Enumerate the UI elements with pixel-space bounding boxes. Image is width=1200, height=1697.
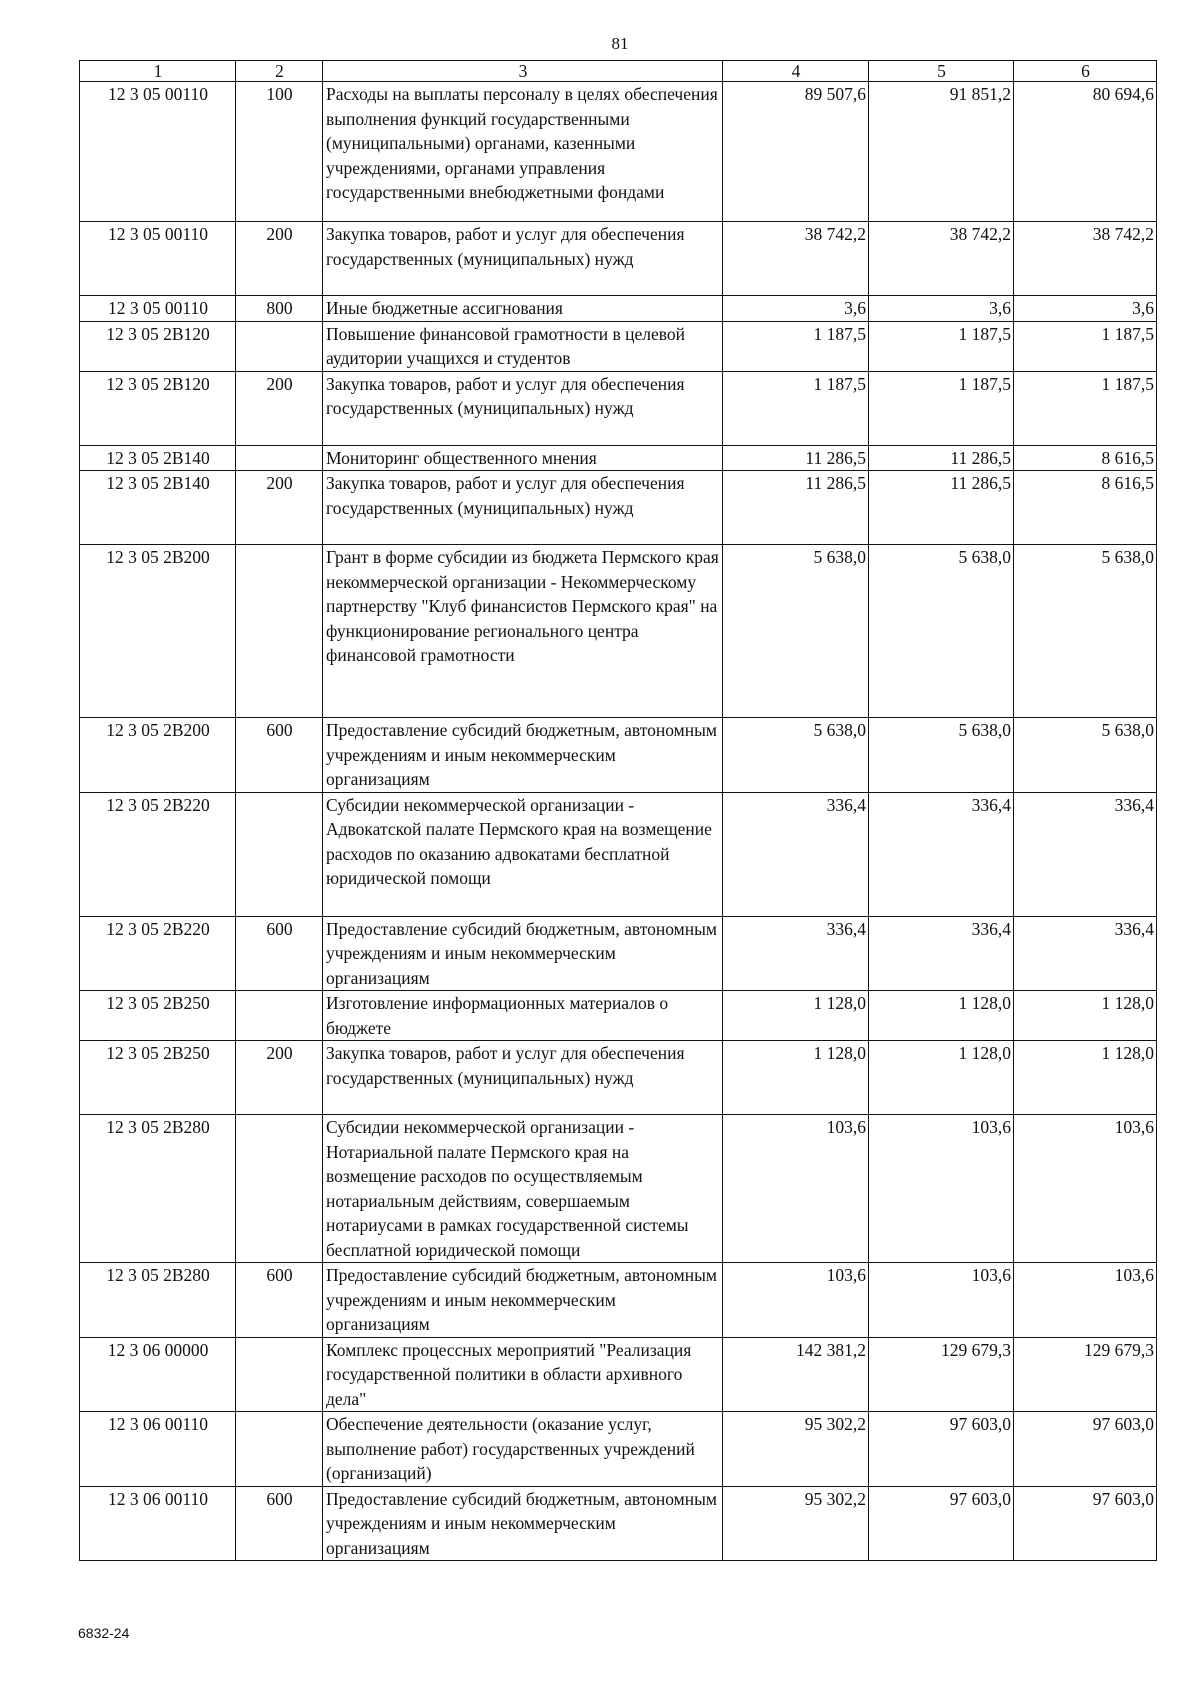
amount-cell-col5: 11 286,5 bbox=[869, 445, 1014, 471]
target-code-cell: 12 3 06 00000 bbox=[80, 1337, 236, 1412]
target-code-cell: 12 3 05 2В250 bbox=[80, 991, 236, 1041]
table-header-row bbox=[80, 61, 1157, 82]
table-row bbox=[80, 222, 1157, 296]
amount-cell-col6: 80 694,6 bbox=[1014, 82, 1157, 222]
expense-type-cell bbox=[236, 321, 323, 371]
amount-cell-col4: 336,4 bbox=[723, 792, 869, 916]
table-row bbox=[80, 82, 1157, 222]
amount-cell-col6: 1 187,5 bbox=[1014, 321, 1157, 371]
expense-type-cell bbox=[236, 792, 323, 916]
amount-cell-col4: 89 507,6 bbox=[723, 82, 869, 222]
item-name-cell: Предоставление субсидий бюджетным, автономным учреждениям и иным некоммерческим организациям bbox=[323, 718, 723, 793]
amount-cell-col6: 103,6 bbox=[1014, 1263, 1157, 1338]
target-code-cell: 12 3 05 2В220 bbox=[80, 916, 236, 991]
expense-type-cell bbox=[236, 1337, 323, 1412]
amount-cell-col6: 8 616,5 bbox=[1014, 445, 1157, 471]
target-code-cell: 12 3 05 00110 bbox=[80, 222, 236, 296]
table-row bbox=[80, 371, 1157, 445]
item-name-cell: Субсидии некоммерческой организации - Адвокатской палате Пермского края на возмещение расходов по оказанию адвокатами бесплатной юридической помощи bbox=[323, 792, 723, 916]
target-code-cell: 12 3 05 00110 bbox=[80, 82, 236, 222]
expense-type-cell: 200 bbox=[236, 222, 323, 296]
target-code-cell: 12 3 06 00110 bbox=[80, 1412, 236, 1487]
amount-cell-col4: 1 128,0 bbox=[723, 1041, 869, 1115]
amount-cell-col6: 5 638,0 bbox=[1014, 545, 1157, 718]
amount-cell-col4: 142 381,2 bbox=[723, 1337, 869, 1412]
amount-cell-col4: 103,6 bbox=[723, 1115, 869, 1263]
amount-cell-col4: 95 302,2 bbox=[723, 1412, 869, 1487]
amount-cell-col4: 1 128,0 bbox=[723, 991, 869, 1041]
item-name-cell: Закупка товаров, работ и услуг для обеспечения государственных (муниципальных) нужд bbox=[323, 371, 723, 445]
expense-type-cell bbox=[236, 445, 323, 471]
amount-cell-col6: 97 603,0 bbox=[1014, 1412, 1157, 1487]
amount-cell-col4: 95 302,2 bbox=[723, 1486, 869, 1561]
target-code-cell: 12 3 05 2В140 bbox=[80, 445, 236, 471]
amount-cell-col6: 129 679,3 bbox=[1014, 1337, 1157, 1412]
amount-cell-col6: 5 638,0 bbox=[1014, 718, 1157, 793]
column-header: 6 bbox=[1014, 61, 1157, 82]
amount-cell-col5: 97 603,0 bbox=[869, 1412, 1014, 1487]
item-name-cell: Мониторинг общественного мнения bbox=[323, 445, 723, 471]
expense-type-cell: 100 bbox=[236, 82, 323, 222]
amount-cell-col4: 1 187,5 bbox=[723, 321, 869, 371]
amount-cell-col4: 5 638,0 bbox=[723, 718, 869, 793]
table-row bbox=[80, 1486, 1157, 1561]
expense-type-cell bbox=[236, 1115, 323, 1263]
item-name-cell: Закупка товаров, работ и услуг для обеспечения государственных (муниципальных) нужд bbox=[323, 1041, 723, 1115]
amount-cell-col6: 336,4 bbox=[1014, 792, 1157, 916]
amount-cell-col5: 336,4 bbox=[869, 792, 1014, 916]
target-code-cell: 12 3 05 2В280 bbox=[80, 1115, 236, 1263]
amount-cell-col6: 1 128,0 bbox=[1014, 1041, 1157, 1115]
item-name-cell: Предоставление субсидий бюджетным, автономным учреждениям и иным некоммерческим организациям bbox=[323, 916, 723, 991]
amount-cell-col5: 38 742,2 bbox=[869, 222, 1014, 296]
amount-cell-col6: 1 128,0 bbox=[1014, 991, 1157, 1041]
table-row bbox=[80, 1115, 1157, 1263]
target-code-cell: 12 3 05 2В250 bbox=[80, 1041, 236, 1115]
item-name-cell: Комплекс процессных мероприятий "Реализация государственной политики в области архивного дела" bbox=[323, 1337, 723, 1412]
amount-cell-col5: 97 603,0 bbox=[869, 1486, 1014, 1561]
table-row bbox=[80, 718, 1157, 793]
amount-cell-col6: 38 742,2 bbox=[1014, 222, 1157, 296]
amount-cell-col4: 3,6 bbox=[723, 296, 869, 322]
table-row bbox=[80, 445, 1157, 471]
amount-cell-col6: 1 187,5 bbox=[1014, 371, 1157, 445]
item-name-cell: Закупка товаров, работ и услуг для обеспечения государственных (муниципальных) нужд bbox=[323, 222, 723, 296]
table-row bbox=[80, 545, 1157, 718]
amount-cell-col5: 3,6 bbox=[869, 296, 1014, 322]
expense-type-cell bbox=[236, 1412, 323, 1487]
amount-cell-col5: 1 128,0 bbox=[869, 991, 1014, 1041]
amount-cell-col5: 5 638,0 bbox=[869, 718, 1014, 793]
item-name-cell: Предоставление субсидий бюджетным, автономным учреждениям и иным некоммерческим организациям bbox=[323, 1486, 723, 1561]
item-name-cell: Расходы на выплаты персоналу в целях обеспечения выполнения функций государственными (муниципальными) органами, казенными учреждениями, органами управления государственными внебюджетными фондами bbox=[323, 82, 723, 222]
table-row bbox=[80, 792, 1157, 916]
expense-type-cell bbox=[236, 991, 323, 1041]
amount-cell-col4: 11 286,5 bbox=[723, 471, 869, 545]
item-name-cell: Грант в форме субсидии из бюджета Пермского края некоммерческой организации - Некоммерческому партнерству "Клуб финансистов Пермского края" на функционирование регионального центра финансовой грамотности bbox=[323, 545, 723, 718]
amount-cell-col6: 97 603,0 bbox=[1014, 1486, 1157, 1561]
expense-type-cell: 600 bbox=[236, 916, 323, 991]
target-code-cell: 12 3 05 2В120 bbox=[80, 371, 236, 445]
item-name-cell: Повышение финансовой грамотности в целевой аудитории учащихся и студентов bbox=[323, 321, 723, 371]
amount-cell-col5: 91 851,2 bbox=[869, 82, 1014, 222]
item-name-cell: Предоставление субсидий бюджетным, автономным учреждениям и иным некоммерческим организациям bbox=[323, 1263, 723, 1338]
page-number: 81 bbox=[611, 34, 629, 53]
amount-cell-col4: 5 638,0 bbox=[723, 545, 869, 718]
amount-cell-col4: 103,6 bbox=[723, 1263, 869, 1338]
expense-type-cell bbox=[236, 545, 323, 718]
table-row bbox=[80, 1337, 1157, 1412]
target-code-cell: 12 3 06 00110 bbox=[80, 1486, 236, 1561]
expense-type-cell: 600 bbox=[236, 1263, 323, 1338]
budget-table bbox=[79, 60, 1157, 1561]
table-row bbox=[80, 1263, 1157, 1338]
amount-cell-col4: 38 742,2 bbox=[723, 222, 869, 296]
item-name-cell: Обеспечение деятельности (оказание услуг, выполнение работ) государственных учреждений (организаций) bbox=[323, 1412, 723, 1487]
target-code-cell: 12 3 05 00110 bbox=[80, 296, 236, 322]
table-row bbox=[80, 1041, 1157, 1115]
column-header: 1 bbox=[80, 61, 236, 82]
amount-cell-col5: 5 638,0 bbox=[869, 545, 1014, 718]
table-row bbox=[80, 991, 1157, 1041]
amount-cell-col5: 1 187,5 bbox=[869, 371, 1014, 445]
target-code-cell: 12 3 05 2В220 bbox=[80, 792, 236, 916]
amount-cell-col5: 11 286,5 bbox=[869, 471, 1014, 545]
item-name-cell: Субсидии некоммерческой организации - Нотариальной палате Пермского края на возмещение расходов по осуществляемым нотариальным действиям, совершаемым нотариусами в рамках государственной системы бесплатной юридической помощи bbox=[323, 1115, 723, 1263]
amount-cell-col6: 103,6 bbox=[1014, 1115, 1157, 1263]
table-row bbox=[80, 916, 1157, 991]
amount-cell-col5: 1 128,0 bbox=[869, 1041, 1014, 1115]
amount-cell-col5: 1 187,5 bbox=[869, 321, 1014, 371]
amount-cell-col5: 129 679,3 bbox=[869, 1337, 1014, 1412]
amount-cell-col6: 3,6 bbox=[1014, 296, 1157, 322]
document-code: 6832-24 bbox=[78, 1625, 130, 1641]
amount-cell-col4: 1 187,5 bbox=[723, 371, 869, 445]
expense-type-cell: 600 bbox=[236, 1486, 323, 1561]
amount-cell-col6: 336,4 bbox=[1014, 916, 1157, 991]
amount-cell-col5: 103,6 bbox=[869, 1263, 1014, 1338]
table-row bbox=[80, 296, 1157, 322]
target-code-cell: 12 3 05 2В140 bbox=[80, 471, 236, 545]
target-code-cell: 12 3 05 2В120 bbox=[80, 321, 236, 371]
item-name-cell: Иные бюджетные ассигнования bbox=[323, 296, 723, 322]
expense-type-cell: 600 bbox=[236, 718, 323, 793]
column-header: 4 bbox=[723, 61, 869, 82]
amount-cell-col4: 11 286,5 bbox=[723, 445, 869, 471]
amount-cell-col5: 103,6 bbox=[869, 1115, 1014, 1263]
amount-cell-col6: 8 616,5 bbox=[1014, 471, 1157, 545]
target-code-cell: 12 3 05 2В280 bbox=[80, 1263, 236, 1338]
expense-type-cell: 200 bbox=[236, 1041, 323, 1115]
amount-cell-col5: 336,4 bbox=[869, 916, 1014, 991]
table-row bbox=[80, 471, 1157, 545]
expense-type-cell: 200 bbox=[236, 371, 323, 445]
column-header: 3 bbox=[323, 61, 723, 82]
table-row bbox=[80, 1412, 1157, 1487]
column-header: 5 bbox=[869, 61, 1014, 82]
target-code-cell: 12 3 05 2В200 bbox=[80, 718, 236, 793]
expense-type-cell: 200 bbox=[236, 471, 323, 545]
column-header: 2 bbox=[236, 61, 323, 82]
item-name-cell: Закупка товаров, работ и услуг для обеспечения государственных (муниципальных) нужд bbox=[323, 471, 723, 545]
expense-type-cell: 800 bbox=[236, 296, 323, 322]
item-name-cell: Изготовление информационных материалов о бюджете bbox=[323, 991, 723, 1041]
table-row bbox=[80, 321, 1157, 371]
amount-cell-col4: 336,4 bbox=[723, 916, 869, 991]
target-code-cell: 12 3 05 2В200 bbox=[80, 545, 236, 718]
